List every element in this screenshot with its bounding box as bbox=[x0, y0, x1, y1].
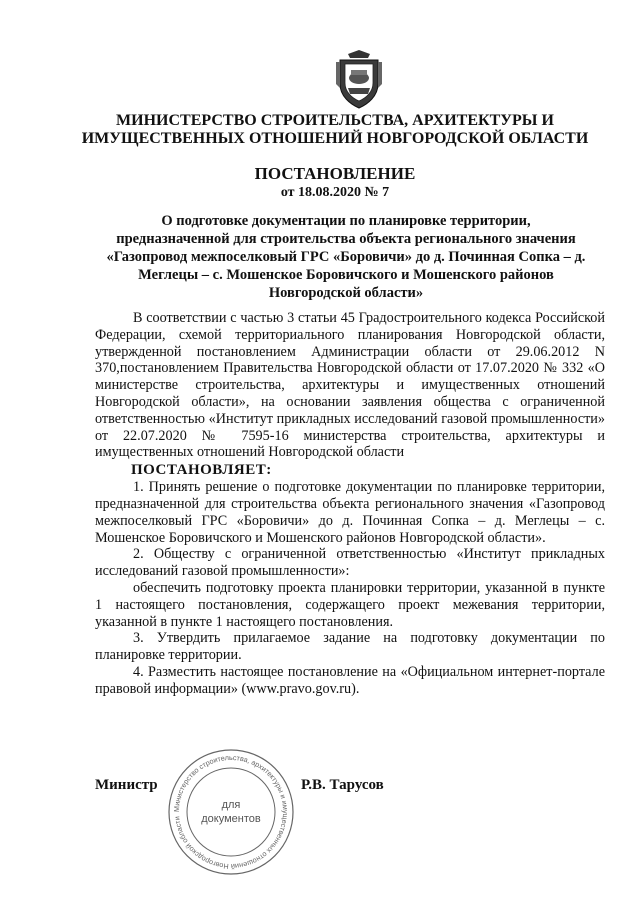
coat-of-arms-emblem bbox=[332, 48, 386, 110]
stamp-line-2: документов bbox=[201, 813, 261, 825]
decree-word bbox=[131, 461, 605, 479]
subject-line-5: Новгородской области» bbox=[268, 285, 424, 301]
signer-title: Министр bbox=[95, 777, 158, 793]
subject-line-3: «Газопровод межпоселковый ГРС «Боровичи» до д. Починная Сопка – д. bbox=[106, 249, 586, 265]
document-subject bbox=[86, 212, 606, 302]
item-1: 1. Принять решение о подготовке документации по планировке территории, предназначенной для строительства объекта регионального значения «Газопровод межпоселковый ГРС «Боровичи» до д. Починная Сопка – д. Меглецы – с. Мошенское Боровичского и Мошенского районов Новгородской области». bbox=[95, 479, 605, 546]
subject-line-4: Меглецы – с. Мошенское Боровичского и Мошенского районов bbox=[138, 267, 554, 283]
stamp-line-1: для bbox=[221, 799, 241, 811]
item-3: 3. Утвердить прилагаемое задание на подготовку документации по планировке территории. bbox=[95, 630, 605, 664]
preamble-paragraph: В соответствии с частью 3 статьи 45 Градостроительного кодекса Российской Федерации, схемой территориального планирования Новгородской области, утвержденной постановлением Администрации области от 29.06.2012 N 370,постановлением Правительства Новгородской области от 17.07.2020 № 332 «О министерстве строительства, архитектуры и имущественных отношений Новгородской области», на основании заявления общества с ограниченной ответственностью «Институт прикладных исследований газовой промышленности» от 22.07.2020 № 7595-16 министерства строительства, архитектуры и имущественных отношений Новгородской области bbox=[95, 310, 605, 461]
signer-name: Р.В. Тарусов bbox=[301, 777, 384, 793]
subject-line-2: предназначенной для строительства объекта регионального значения bbox=[116, 231, 576, 247]
decree-colon: : bbox=[266, 462, 272, 479]
item-2-subparagraph: обеспечить подготовку проекта планировки территории, указанной в пункте 1 настоящего постановления, содержащего проект межевания территории, указанной в пункте 1 настоящего постановления. bbox=[95, 579, 605, 630]
item-4: 4. Разместить настоящее постановление на «Официальном интернет-портале правовой информации» (www.pravo.gov.ru). bbox=[95, 663, 605, 697]
document-date-number: от 18.08.2020 № 7 bbox=[280, 185, 390, 200]
item-2: 2. Обществу с ограниченной ответственностью «Институт прикладных исследований газовой промышленности»: bbox=[95, 546, 605, 580]
stamp-ring-path-text: Министерство строительства, архитектуры и имущественных отношений Новгородской области bbox=[171, 752, 291, 872]
subject-line-1: О подготовке документации по планировке территории, bbox=[161, 213, 531, 229]
document-type: ПОСТАНОВЛЕНИЕ bbox=[254, 164, 416, 183]
ministry-line-1: МИНИСТЕРСТВО СТРОИТЕЛЬСТВА, АРХИТЕКТУРЫ И bbox=[116, 112, 554, 129]
ministry-line-2: ИМУЩЕСТВЕННЫХ ОТНОШЕНИЙ НОВГОРОДСКОЙ ОБЛАСТИ bbox=[81, 130, 589, 147]
stamp-ring-text bbox=[172, 753, 290, 871]
decree-word-text: ПОСТАНОВЛЯЕТ bbox=[131, 462, 267, 479]
ministry-name bbox=[70, 112, 600, 148]
document-body bbox=[95, 310, 605, 698]
official-stamp bbox=[165, 746, 297, 878]
